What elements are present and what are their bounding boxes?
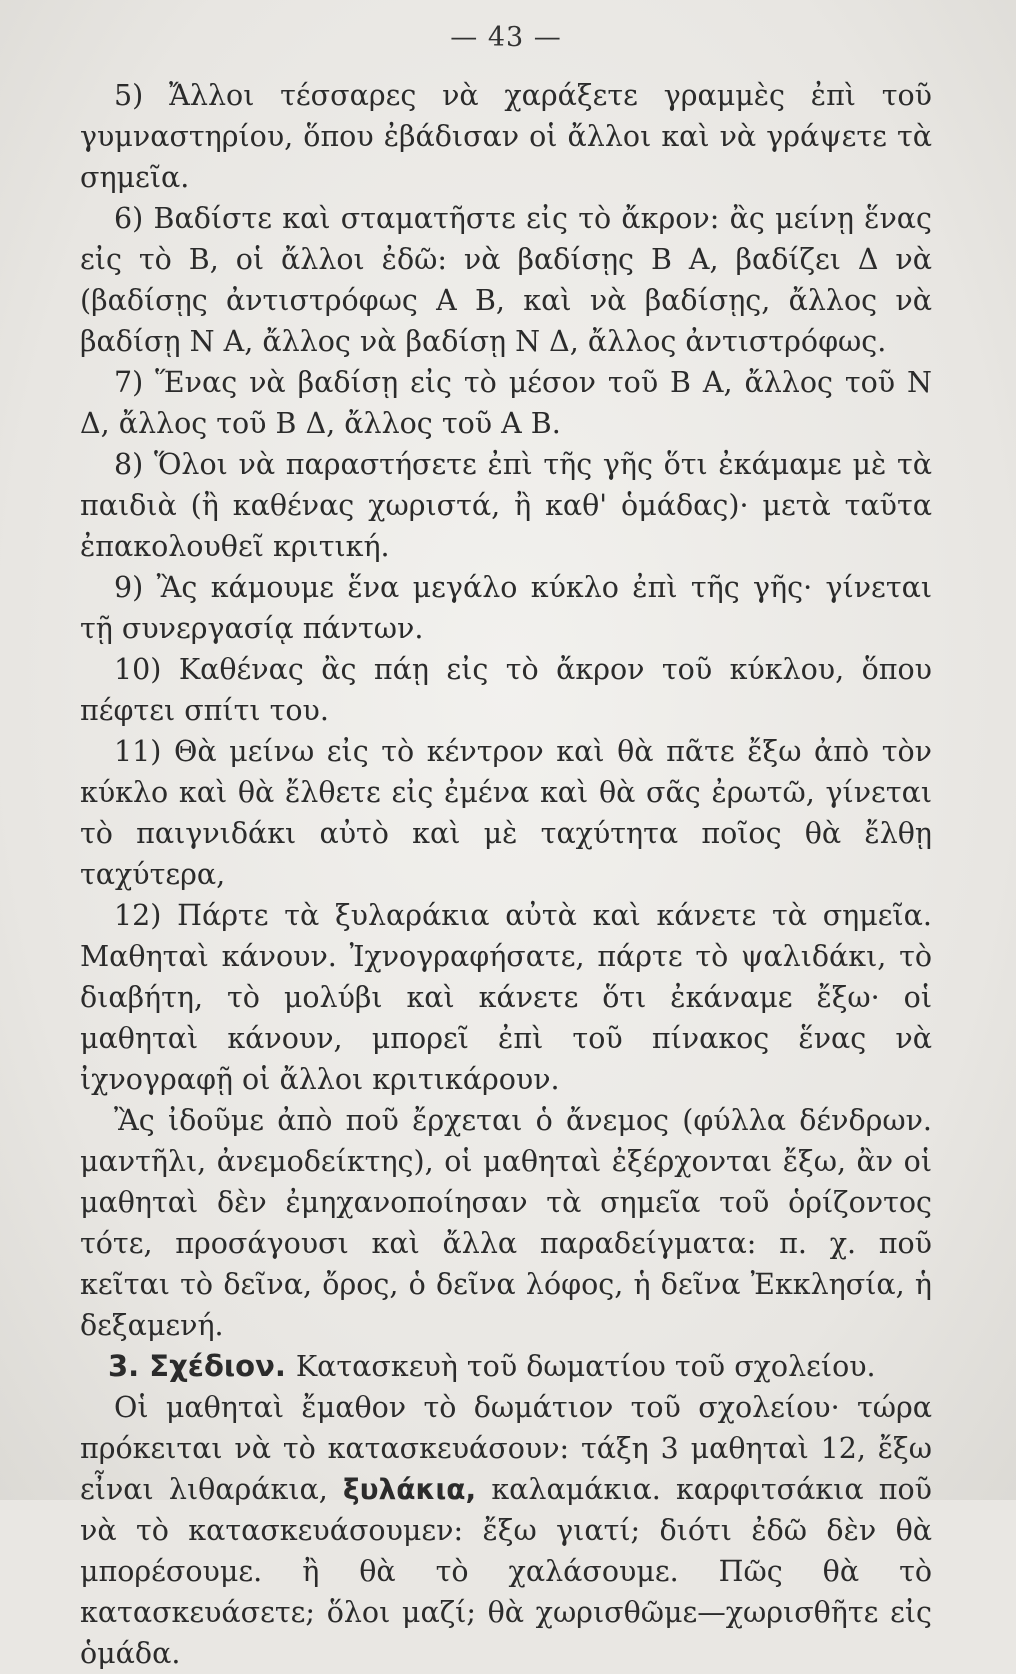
paragraph-wind: Ἂς ἰδοῦμε ἀπὸ ποῦ ἔρχεται ὁ ἄνεμος (φύλλα δένδρων. μαντῆλι, ἀνεμοδείκτης), οἱ μαθηταὶ ἐξέρχονται ἔξω, ἂν οἱ μαθηταὶ δὲν ἐμηχανοποίησαν τὰ σημεῖα τοῦ ὁρίζοντος τότε, προσάγουσι καὶ ἄλλα παραδείγματα: π. χ. ποῦ κεῖται τὸ δεῖνα, ὄρος, ὁ δεῖνα λόφος, ἡ δεῖνα Ἐκκλησία, ἡ δεξαμενή. [80,1104,932,1342]
paragraph-8: 8) Ὅλοι νὰ παραστήσετε ἐπὶ τῆς γῆς ὅτι ἐκάμαμε μὲ τὰ παιδιὰ (ἢ καθένας χωριστά, ἢ καθ' ὁμάδας)· μετὰ ταῦτα ἐπακολουθεῖ κριτική. [80,448,932,563]
paragraph-7: 7) Ἕνας νὰ βαδίσῃ εἰς τὸ μέσον τοῦ Β Α, ἄλλος τοῦ Ν Δ, ἄλλος τοῦ Β Δ, ἄλλος τοῦ Α Β. [80,366,932,440]
paragraph-9: 9) Ἂς κάμουμε ἕνα μεγάλο κύκλο ἐπὶ τῆς γῆς· γίνεται τῇ συνεργασίᾳ πάντων. [80,571,932,645]
section-heading [80,1346,932,1387]
bold-word: ξυλάκια, [343,1473,477,1506]
paragraph-12: 12) Πάρτε τὰ ξυλαράκια αὐτὰ καὶ κάνετε τὰ σημεῖα. Μαθηταὶ κάνουν. Ἰχνογραφήσατε, πάρτε τὸ ψαλιδάκι, τὸ διαβήτη, τὸ μολύβι καὶ κάνετε ὅτι ἐκάναμε ἔξω· οἱ μαθηταὶ κάνουν, μπορεῖ ἐπὶ τοῦ πίνακος ἕνας νὰ ἰχνογραφῇ οἱ ἄλλοι κριτικάρουν. [80,899,932,1096]
body-text [80,75,932,1674]
paragraph-construction-end: καλαμάκια. καρφιτσάκια ποῦ νὰ τὸ κατασκευάσουμεν: ἔξω γιατί; διότι ἐδῶ δὲν θὰ μπορέσουμε. ἢ θὰ τὸ χαλάσουμε. Πῶς θὰ τὸ κατασκευάσετε; ὅλοι μαζί; θὰ χωρισθῶμε—χωρισθῆτε εἰς ὁμάδα. [80,1473,933,1670]
page-number: — 43 — [450,22,562,53]
paragraph-construction [80,1387,932,1674]
paragraph-11: 11) Θὰ μείνω εἰς τὸ κέντρον καὶ θὰ πᾶτε ἔξω ἀπὸ τὸν κύκλο καὶ θὰ ἔλθετε εἰς ἐμένα καὶ θὰ σᾶς ἐρωτῶ, γίνεται τὸ παιγνιδάκι αὐτὸ καὶ μὲ ταχύτητα ποῖος θὰ ἔλθῃ ταχύτερα, [80,735,932,891]
paragraph-10: 10) Καθένας ἂς πάῃ εἰς τὸ ἄκρον τοῦ κύκλου, ὅπου πέφτει σπίτι του. [80,653,932,727]
section-subtitle: Κατασκευὴ τοῦ δωματίου τοῦ σχολείου. [295,1350,876,1383]
paragraph-6: 6) Βαδίστε καὶ σταματῆστε εἰς τὸ ἄκρον: ἂς μείνῃ ἕνας εἰς τὸ Β, οἱ ἄλλοι ἐδῶ: νὰ βαδίσῃς Β Α, βαδίζει Δ νὰ (βαδίσῃς ἀντιστρόφως Α Β, καὶ νὰ βαδίσῃς, ἄλλος νὰ βαδίσῃ Ν Α, ἄλλος νὰ βαδίσῃ Ν Δ, ἄλλος ἀντιστρόφως. [80,202,932,358]
paragraph-construction-start: Οἱ μαθηταὶ ἔμαθον τὸ δωμάτιον τοῦ σχολείου· τώρα πρόκειται νὰ τὸ κατασκευάσουν: τάξη 3 μαθηταὶ 12, ἔξω εἶναι λιθαράκια, [80,1391,932,1506]
paragraph-5: 5) Ἄλλοι τέσσαρες νὰ χαράξετε γραμμὲς ἐπὶ τοῦ γυμναστηρίου, ὅπου ἐβάδισαν οἱ ἄλλοι καὶ νὰ γράψετε τὰ σημεῖα. [80,79,932,194]
section-title: 3. Σχέδιον. [108,1349,286,1383]
